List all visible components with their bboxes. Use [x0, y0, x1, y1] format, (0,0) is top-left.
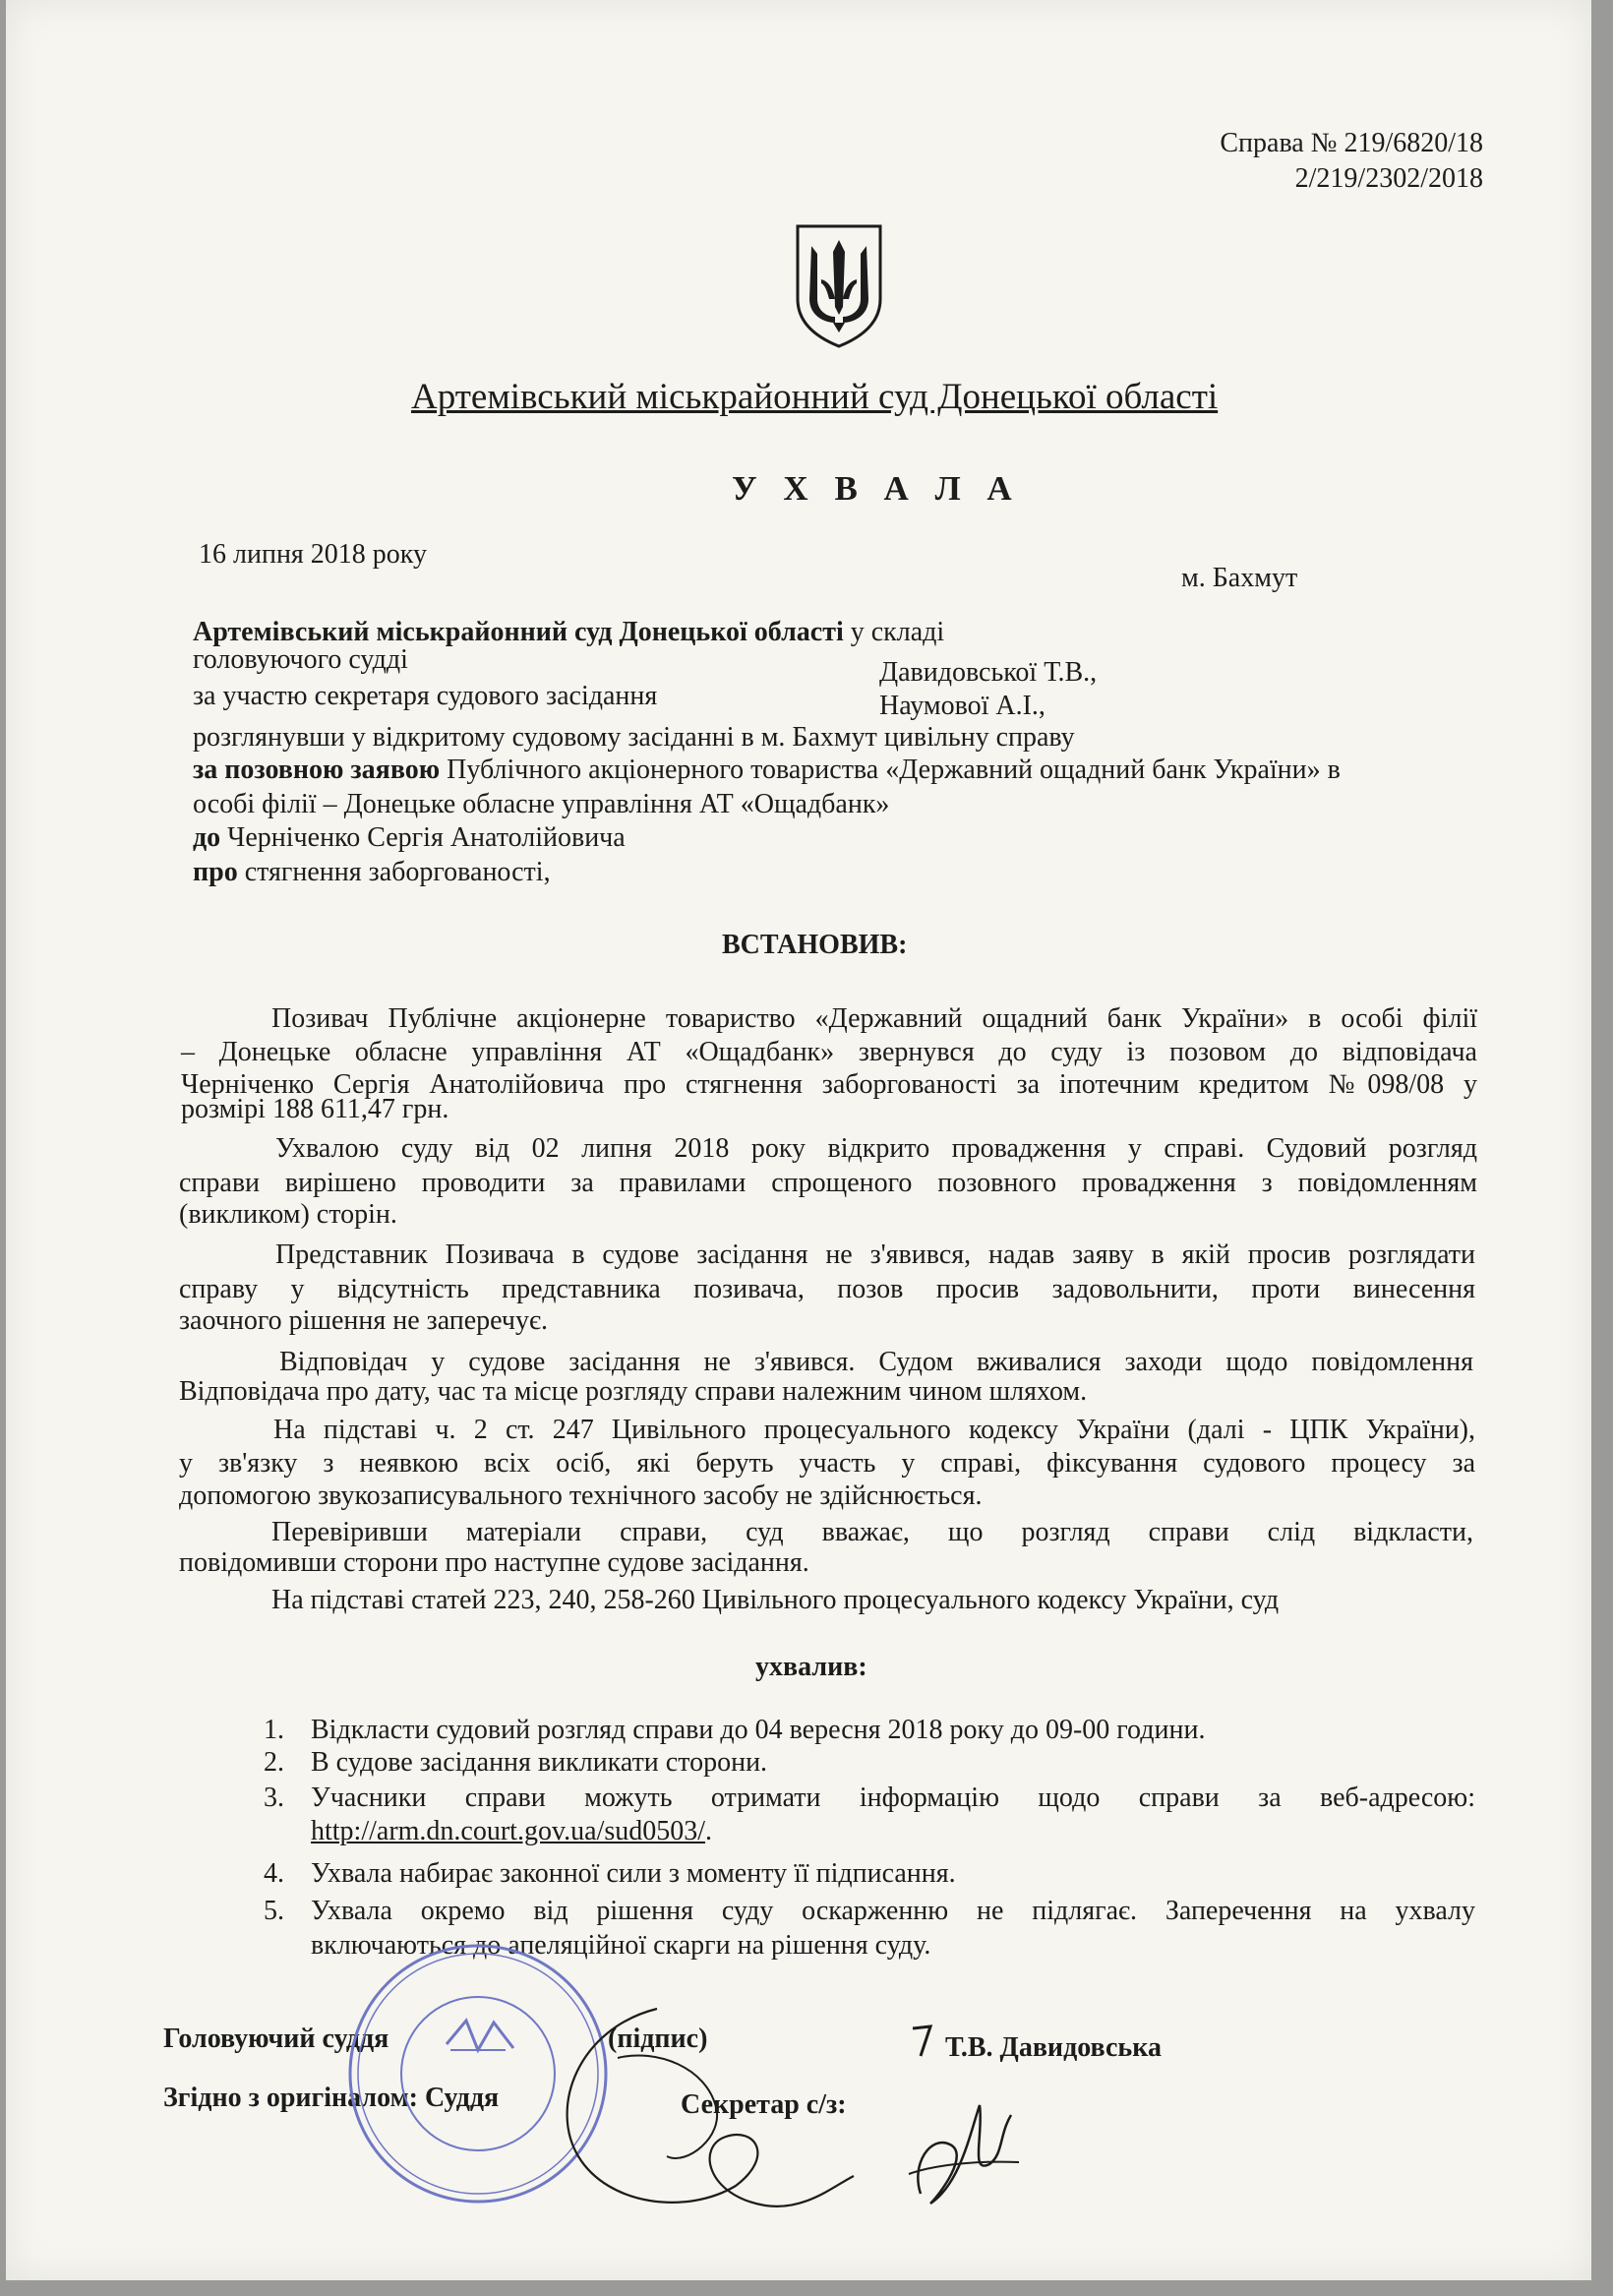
secretary-signature-icon [901, 2076, 1029, 2223]
paragraph-line: На підставі ч. 2 ст. 247 Цивільного процесуального кодексу України (далі - ЦПК України), [273, 1415, 1475, 1445]
paragraph-line: розмірі 188 611,47 грн. [181, 1094, 449, 1124]
ruling-item-number: 2. [264, 1747, 284, 1778]
ruling-item-link-line [311, 1814, 712, 1848]
established-heading: ВСТАНОВИВ: [722, 930, 908, 960]
paragraph-line: Черніченко Сергія Анатолійовича про стягнення заборгованості за іпотечним кредитом №098/08 у [181, 1069, 1477, 1100]
ruling-item-text: В судове засідання викликати сторони. [311, 1747, 768, 1778]
paragraph-line: справи вирішено проводити за правилами спрощеного позовного провадження з повідомленням [179, 1168, 1477, 1198]
subject-label: про [193, 857, 238, 887]
ruling-item-number: 5. [264, 1896, 284, 1926]
paragraph-line: справу у відсутність представника позивача, позов просив задовольнити, проти винесення [179, 1274, 1475, 1304]
proceeding-number: 2/219/2302/2018 [1294, 163, 1483, 194]
signed-mark: (підпис) [608, 2024, 708, 2054]
claim-label: за позовною заявою [193, 755, 441, 785]
secretary-label: за участю секретаря судового засідання [193, 681, 658, 711]
court-website-link[interactable]: http://arm.dn.court.gov.ua/sud0503/ [311, 1816, 706, 1846]
presiding-judge-label: Головуючий суддя [163, 2024, 389, 2054]
defendant-label: до [193, 822, 221, 853]
paragraph-line: (викликом) сторін. [179, 1199, 397, 1230]
case-number: Справа № 219/6820/18 [1220, 128, 1483, 158]
defendant-name: Черніченко Сергія Анатолійовича [220, 822, 626, 853]
decided-heading: ухвалив: [755, 1652, 867, 1682]
paragraph-line: На підставі статей 223, 240, 258-260 Цивільного процесуального кодексу України, суд [271, 1585, 1280, 1615]
ruling-item-text: Ухвала набирає законної сили з моменту її підписання. [311, 1858, 956, 1889]
ruling-item-text: включаються до апеляційної скарги на рішення суду. [311, 1930, 931, 1961]
link-period: . [705, 1816, 713, 1846]
court-composition-name: Артемівський міськрайонний суд Донецької області [193, 617, 844, 647]
case-number-block [1220, 126, 1483, 197]
presiding-label: головуючого судді [193, 644, 408, 675]
secretary-name: Наумової А.І., [879, 691, 1045, 721]
ruling-item-number: 4. [264, 1858, 284, 1889]
paragraph-line: Відповідача про дату, час та місце розгляду справи належним чином шляхом. [179, 1376, 1088, 1407]
document-date: 16 липня 2018 року [199, 539, 428, 570]
copy-certification-label: Згідно з оригіналом: Суддя [163, 2083, 500, 2113]
paragraph-line: Перевіривши матеріали справи, суд вважає, що розгляд справи слід відкласти, [271, 1517, 1473, 1547]
court-name-title: Артемівський міськрайонний суд Донецької області [411, 377, 1219, 417]
paragraph-line: повідомивши сторони про наступне судове засідання. [179, 1547, 809, 1578]
secretary-signature-label: Секретар с/з: [681, 2089, 847, 2120]
subject-line [193, 855, 551, 889]
defendant-line [193, 820, 626, 855]
paragraph-line: у зв'язку з неявкою всіх осіб, які беруть участь у справі, фіксування судового процесу за [179, 1448, 1475, 1479]
judge-name: Т.В. Давидовська [945, 2032, 1162, 2063]
document-title: У Х В А Л А [732, 469, 1021, 508]
paragraph-line: Представник Позивача в судове засідання не з'явився, надав заяву в якій просив розглядати [275, 1239, 1475, 1270]
paragraph-line: Позивач Публічне акціонерне товариство «Державний ощадний банк України» в особі філії [271, 1003, 1477, 1034]
ruling-item-text: Ухвала окремо від рішення суду оскарженню не підлягає. Заперечення на ухвалу [311, 1896, 1475, 1926]
paragraph-line: допомогою звукозаписувального технічного засобу не здійснюється. [179, 1480, 983, 1511]
document-city: м. Бахмут [1181, 563, 1298, 593]
court-composition-rest: у складі [843, 617, 945, 647]
trident-emblem-icon [794, 222, 884, 348]
subject-text: стягнення заборгованості, [237, 857, 551, 887]
ruling-item-text: Учасники справи можуть отримати інформацію щодо справи за веб-адресою: [311, 1782, 1475, 1813]
presiding-name: Давидовської Т.В., [879, 657, 1098, 688]
claim-line-2: особі філії – Донецьке обласне управління АТ «Ощадбанк» [193, 789, 890, 819]
judge-initial-mark-icon [909, 2021, 936, 2060]
paragraph-line: – Донецьке обласне управління АТ «Ощадбанк» звернувся до суду із позовом до відповідача [181, 1037, 1477, 1067]
claim-text: Публічного акціонерного товариства «Державний ощадний банк України» в [440, 755, 1341, 785]
claim-line [193, 753, 1341, 787]
considered-line: розглянувши у відкритому судовому засіданні в м. Бахмут цивільну справу [193, 722, 1075, 753]
paragraph-line: Ухвалою суду від 02 липня 2018 року відкрито провадження у справі. Судовий розгляд [275, 1133, 1477, 1164]
paragraph-line: заочного рішення не заперечує. [179, 1305, 549, 1336]
ruling-item-text: Відкласти судовий розгляд справи до 04 вересня 2018 року до 09-00 години. [311, 1715, 1206, 1745]
ruling-item-number: 1. [264, 1715, 284, 1745]
ruling-item-number: 3. [264, 1782, 284, 1813]
document-page [6, 0, 1591, 2280]
paragraph-line: Відповідач у судове засідання не з'явився. Судом вживалися заходи щодо повідомлення [279, 1347, 1473, 1377]
judge-signature-icon [509, 1989, 864, 2225]
